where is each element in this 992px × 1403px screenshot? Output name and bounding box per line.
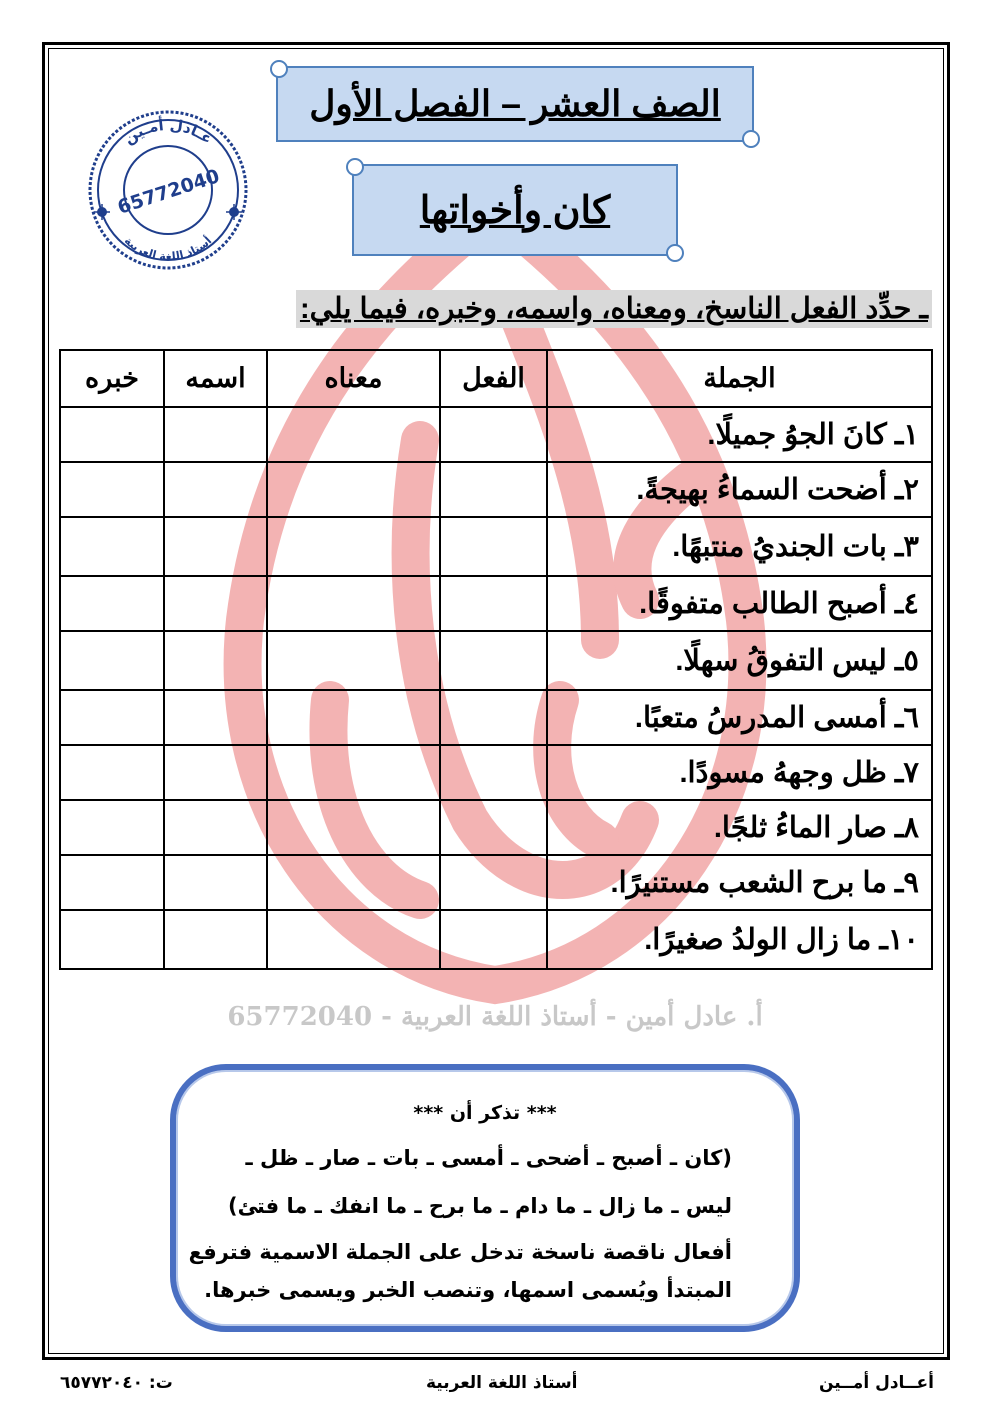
table-row bbox=[60, 462, 932, 517]
table-row bbox=[60, 690, 932, 745]
reminder-box bbox=[170, 1064, 800, 1332]
table-row bbox=[60, 910, 932, 969]
subtitle-banner bbox=[352, 164, 678, 256]
sentence-cell: ٤ـ أصبح الطالب متفوقًا. bbox=[547, 576, 932, 631]
answer-cell[interactable] bbox=[60, 576, 164, 631]
scroll-curl-icon bbox=[666, 244, 684, 262]
answer-cell[interactable] bbox=[440, 517, 547, 576]
answer-cell[interactable] bbox=[267, 407, 440, 462]
sentence-cell: ٣ـ بات الجنديُ منتبهًا. bbox=[547, 517, 932, 576]
answer-cell[interactable] bbox=[164, 855, 267, 910]
table-row bbox=[60, 745, 932, 800]
stamp-role: أستاذ اللغة العربية bbox=[121, 234, 215, 264]
answer-cell[interactable] bbox=[440, 576, 547, 631]
answer-cell[interactable] bbox=[60, 631, 164, 690]
answer-cell[interactable] bbox=[440, 800, 547, 855]
footer-subject: أستاذ اللغة العربية bbox=[426, 1373, 578, 1393]
table-row bbox=[60, 855, 932, 910]
answer-cell[interactable] bbox=[440, 690, 547, 745]
sentence-cell: ٨ـ صار الماءُ ثلجًا. bbox=[547, 800, 932, 855]
answer-cell[interactable] bbox=[164, 631, 267, 690]
header-meaning: معناه bbox=[267, 350, 440, 407]
reminder-title: *** تذكر أن *** bbox=[413, 1102, 557, 1124]
title-banner bbox=[276, 66, 754, 142]
answer-cell[interactable] bbox=[164, 576, 267, 631]
answer-cell[interactable] bbox=[440, 855, 547, 910]
exercise-table bbox=[59, 349, 933, 970]
answer-cell[interactable] bbox=[60, 407, 164, 462]
header-subject: اسمه bbox=[164, 350, 267, 407]
stamp-name: عـادل أمـين bbox=[120, 115, 216, 148]
answer-cell[interactable] bbox=[440, 631, 547, 690]
scroll-curl-icon bbox=[346, 158, 364, 176]
exercise-instruction: ـ حدِّد الفعل الناسخ، ومعناه، واسمه، وخبره، فيما يلي: bbox=[296, 290, 932, 328]
sentence-cell: ٧ـ ظل وجههُ مسودًا. bbox=[547, 745, 932, 800]
reminder-line: أفعال ناقصة ناسخة تدخل على الجملة الاسمية فترفع bbox=[188, 1240, 732, 1264]
footer-name: أعــادل أمــين bbox=[818, 1373, 934, 1393]
answer-cell[interactable] bbox=[60, 800, 164, 855]
footer-phone: ت: ٦٥٧٧٢٠٤٠ bbox=[60, 1373, 173, 1393]
table-row bbox=[60, 517, 932, 576]
answer-cell[interactable] bbox=[267, 631, 440, 690]
page-title: الصف العشر – الفصل الأول bbox=[309, 83, 721, 124]
answer-cell[interactable] bbox=[440, 462, 547, 517]
header-sentence: الجملة bbox=[547, 350, 932, 407]
answer-cell[interactable] bbox=[164, 517, 267, 576]
table-header-row bbox=[60, 350, 932, 407]
answer-cell[interactable] bbox=[440, 407, 547, 462]
answer-cell[interactable] bbox=[267, 910, 440, 969]
header-verb: الفعل bbox=[440, 350, 547, 407]
header-predicate: خبره bbox=[60, 350, 164, 407]
answer-cell[interactable] bbox=[267, 855, 440, 910]
reminder-line: ليس ـ ما زال ـ ما دام ـ ما برح ـ ما انفك ـ ما فتئ) bbox=[227, 1194, 732, 1218]
answer-cell[interactable] bbox=[267, 690, 440, 745]
teacher-stamp bbox=[86, 108, 250, 272]
sentence-cell: ٢ـ أضحت السماءُ بهيجةً. bbox=[547, 462, 932, 517]
answer-cell[interactable] bbox=[164, 690, 267, 745]
table-row bbox=[60, 576, 932, 631]
scroll-curl-icon bbox=[270, 60, 288, 78]
table-row bbox=[60, 407, 932, 462]
page-subtitle: كان وأخواتها bbox=[419, 189, 611, 232]
stamp-phone: 65772040 bbox=[114, 165, 223, 219]
answer-cell[interactable] bbox=[267, 462, 440, 517]
sentence-cell: ١ـ كانَ الجوُ جميلًا. bbox=[547, 407, 932, 462]
sentence-cell: ٦ـ أمسى المدرسُ متعبًا. bbox=[547, 690, 932, 745]
answer-cell[interactable] bbox=[60, 517, 164, 576]
answer-cell[interactable] bbox=[164, 800, 267, 855]
answer-cell[interactable] bbox=[164, 407, 267, 462]
sentence-cell: ٩ـ ما برح الشعب مستنيرًا. bbox=[547, 855, 932, 910]
answer-cell[interactable] bbox=[267, 800, 440, 855]
scroll-curl-icon bbox=[742, 130, 760, 148]
answer-cell[interactable] bbox=[60, 462, 164, 517]
answer-cell[interactable] bbox=[267, 576, 440, 631]
answer-cell[interactable] bbox=[164, 910, 267, 969]
sentence-cell: ١٠ـ ما زال الولدُ صغيرًا. bbox=[547, 910, 932, 969]
signature-line: أ. عادل أمين - أستاذ اللغة العربية - 65772040 bbox=[227, 1002, 763, 1032]
answer-cell[interactable] bbox=[440, 745, 547, 800]
answer-cell[interactable] bbox=[60, 910, 164, 969]
table-row bbox=[60, 631, 932, 690]
answer-cell[interactable] bbox=[60, 690, 164, 745]
answer-cell[interactable] bbox=[267, 745, 440, 800]
reminder-line: (كان ـ أصبح ـ أضحى ـ أمسى ـ بات ـ صار ـ ظل ـ bbox=[245, 1146, 732, 1170]
answer-cell[interactable] bbox=[440, 910, 547, 969]
reminder-line: المبتدأ ويُسمى اسمها، وتنصب الخبر ويسمى خبرها. bbox=[204, 1278, 732, 1302]
sentence-cell: ٥ـ ليس التفوقُ سهلًا. bbox=[547, 631, 932, 690]
answer-cell[interactable] bbox=[60, 855, 164, 910]
answer-cell[interactable] bbox=[60, 745, 164, 800]
answer-cell[interactable] bbox=[267, 517, 440, 576]
answer-cell[interactable] bbox=[164, 745, 267, 800]
answer-cell[interactable] bbox=[164, 462, 267, 517]
table-row bbox=[60, 800, 932, 855]
